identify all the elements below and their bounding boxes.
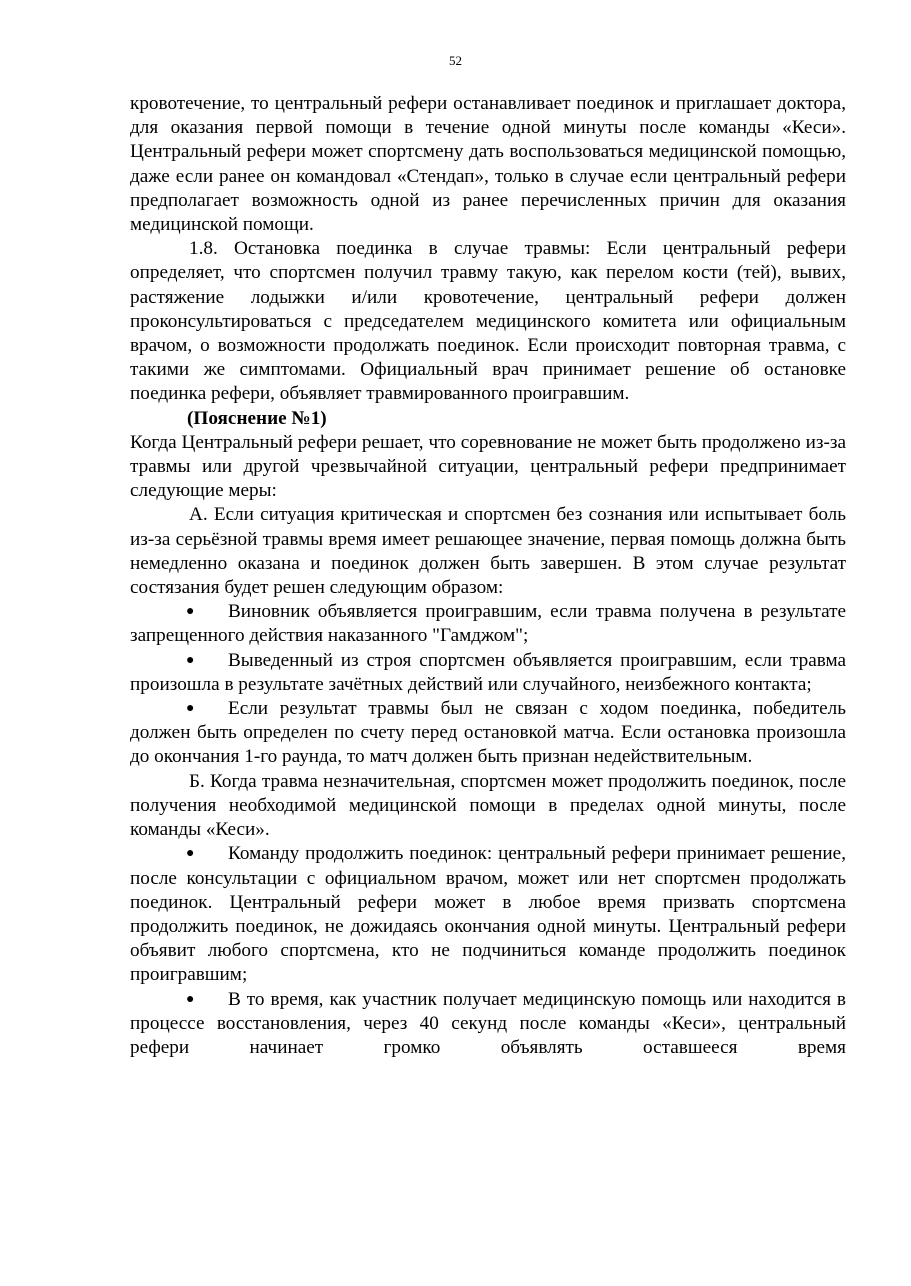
bullet-text: Виновник объявляется проигравшим, если травма получена в результате запрещенного действия наказанного "Гамджом"; (130, 601, 846, 647)
bullet-text: Если результат травмы был не связан с ходом поединка, победитель должен быть определен по счету перед остановкой матча. Если остановка произошла до окончания 1-го раунда, то матч должен быть признан недействительным. (130, 698, 846, 768)
paragraph-item-a: А. Если ситуация критическая и спортсмен без сознания или испытывает боль из-за серьёзной травмы время имеет решающее значение, первая помощь должна быть немедленно оказана и поединок должен быть завершен. В этом случае результат состязания будет решен следующим образом: (130, 504, 846, 599)
bullet-item (130, 842, 846, 987)
bullet-icon: ● (186, 652, 195, 668)
paragraph: Когда Центральный рефери решает, что соревнование не может быть продолжено из-за травмы или другой чрезвычайной ситуации, центральный рефери предпринимает следующие меры: (130, 431, 846, 502)
bullet-icon: ● (186, 991, 195, 1007)
bullet-icon: ● (186, 701, 195, 717)
bullet-text: Команду продолжить поединок: центральный рефери принимает решение, после консультации с официальном врачом, может или нет спортсмен продолжать поединок. Центральный рефери может в любое время призвать спортсмена продолжить поединок, не дожидаясь окончания одной минуты. Центральный рефери объявит любого спортсмена, кто не подчиниться команде продолжить поединок проигравшим; (130, 843, 846, 986)
bullet-icon: ● (186, 846, 195, 862)
bullet-icon: ● (186, 604, 195, 620)
bullet-item (130, 600, 846, 648)
note-title: (Пояснение №1) (187, 407, 327, 429)
bullet-text: Выведенный из строя спортсмен объявляется проигравшим, если травма произошла в результате зачётных действий или случайного, неизбежного контакта; (130, 649, 846, 695)
page-content (130, 92, 846, 1060)
page-number: 52 (449, 53, 462, 68)
bullet-item (130, 649, 846, 697)
paragraph-item-b: Б. Когда травма незначительная, спортсмен может продолжить поединок, после получения необходимой медицинской помощи в пределах одной минуты, после команды «Кеси». (130, 770, 846, 841)
bullet-item (130, 988, 846, 1061)
paragraph-section-1-8: 1.8. Остановка поединка в случае травмы: Если центральный рефери определяет, что спортсмен получил травму такую, как перелом кости (тей), вывих, растяжение лодыжки и/или кровотечение, центральный рефери должен проконсультироваться с председателем медицинского комитета или официальным врачом, о возможности продолжать поединок. Если происходит повторная травма, с такими же симптомами. Официальный врач принимает решение об остановке поединка рефери, объявляет травмированного проигравшим. (130, 238, 846, 405)
bullet-text: В то время, как участник получает медицинскую помощь или находится в процессе восстановления, через 40 секунд после команды «Кеси», центральный рефери начинает громко объявлять оставшееся время (130, 988, 846, 1058)
bullet-item (130, 697, 846, 770)
paragraph: кровотечение, то центральный рефери останавливает поединок и приглашает доктора, для оказания первой помощи в течение одной минуты после команды «Кеси». Центральный рефери может спортсмену дать воспользоваться медицинской помощью, даже если ранее он командовал «Стендап», только в случае если центральный рефери предполагает возможность одной из ранее перечисленных причин для оказания медицинской помощи. (130, 93, 846, 236)
